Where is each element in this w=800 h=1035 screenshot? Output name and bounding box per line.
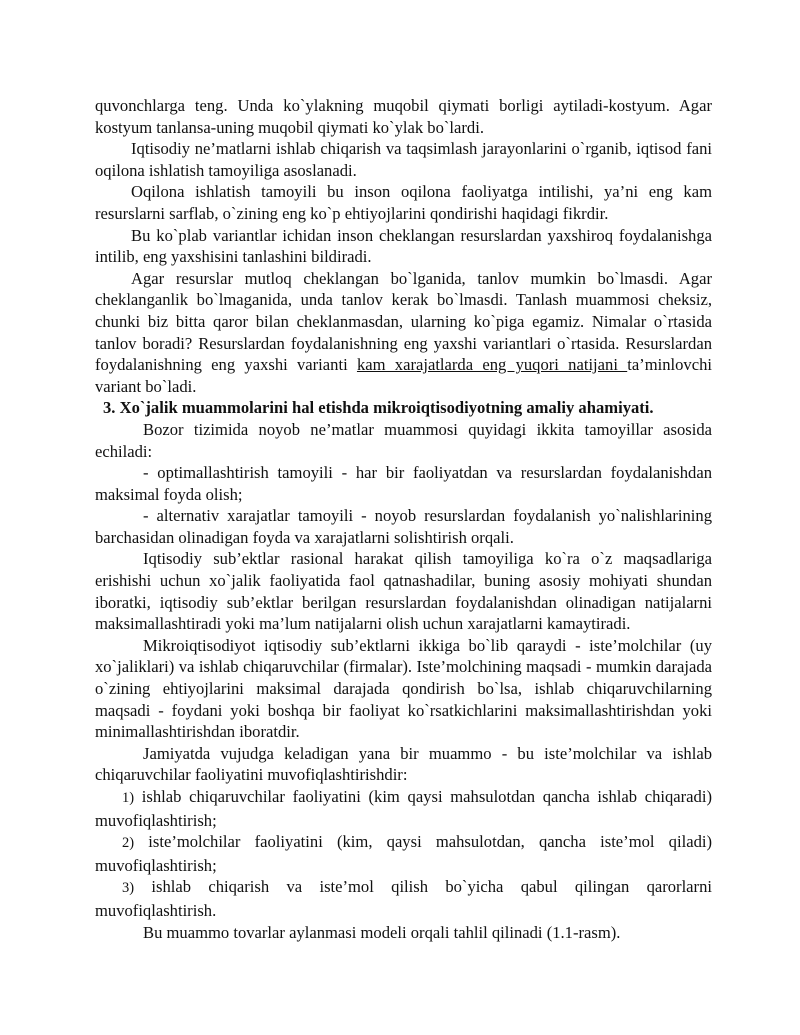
list-item-number: 2) — [122, 835, 135, 852]
underlined-phrase: kam xarajatlarda eng yuqori natijani — [356, 355, 628, 375]
paragraph-best-variant: Bu ko`plab variantlar ichidan inson cheklangan resurslardan yaxshiroq foydalanishga intilib, eng yaxshisini tanlashini bildiradi. — [95, 225, 712, 267]
paragraph-economics-principle: Iqtisodiy ne’matlarni ishlab chiqarish va taqsimlash jarayonlarini o`rganib, iqtisod fani oqilona ishlatish tamoyiliga asoslanadi. — [95, 139, 712, 180]
document-page — [95, 95, 712, 943]
paragraph-optimization-principle: - optimallashtirish tamoyili - har bir faoliyatdan va resurslardan foydalanishdan maksimal foyda olish; — [95, 463, 712, 504]
paragraph-closing: Bu muammo tovarlar aylanmasi modeli orqali tahlil qilinadi (1.1-rasm). — [143, 922, 621, 942]
list-item — [95, 876, 712, 921]
list-item-number: 3) — [122, 880, 135, 897]
list-item-text: ishlab chiqaruvchilar faoliyatini (kim qaysi mahsulotdan qancha ishlab chiqaradi) muvofiqlashtirish; — [95, 787, 712, 830]
paragraph-coordination-problem: Jamiyatda vujudga keladigan yana bir muammo - bu iste’molchilar va ishlab chiqaruvchilar faoliyatini muvofiqlashtirishdir: — [95, 743, 712, 785]
paragraph-choice-problem — [95, 268, 712, 398]
section-heading: 3. Xo`jalik muammolarini hal etishda mikroiqtisodiyotning amaliy ahamiyati. — [103, 398, 654, 418]
list-item-text: iste’molchilar faoliyatini (kim, qaysi mahsulotdan, qancha iste’mol qiladi) muvofiqlashtirish; — [95, 832, 713, 875]
choice-problem-end: ta’minlovchi variant bo`ladi. — [95, 355, 712, 396]
list-item — [95, 831, 712, 876]
paragraph-economic-subjects: Iqtisodiy sub’ektlar rasional harakat qilish tamoyiliga ko`ra o`z maqsadlariga erishishi uchun xo`jalik faoliyatida faol qatnashadilar, buning asosiy mohiyati shundan iboratki, iqtisodiy sub’ektlar berilgan resurslardan foydalanishdan olinadigan natijalarni maksimallashtiradi yoki ma’lum natijalarni olish uchun xarajatlarni kamaytiradi. — [95, 549, 712, 634]
paragraph-alternative-costs: - alternativ xarajatlar tamoyili - noyob resurslardan foydalanish yo`nalishlarining barchasidan olinadigan foyda va xarajatlarni solishtirish orqali. — [95, 506, 712, 547]
paragraph-market-system: Bozor tizimida noyob ne’matlar muammosi quyidagi ikkita tamoyillar asosida echiladi: — [95, 419, 712, 461]
paragraph-rational-use: Oqilona ishlatish tamoyili bu inson oqilona faoliyatga intilishi, ya’ni eng kam resurslarni sarflab, o`zining eng ko`p ehtiyojlarini qondirishi haqidagi fikrdir. — [95, 182, 712, 223]
choice-problem-text: Agar resurslar mutloq cheklangan bo`lganida, tanlov mumkin bo`lmasdi. Agar cheklanganlik bo`lmaganida, unda tanlov kerak bo`lmasdi. Tanlash muammosi cheksiz, chunki biz bitta qaror bilan cheklanmasdan, ularning ko`piga egamiz. Nimalar o`rtasida tanlov boradi? Resurslardan foydalanishning eng yaxshi variantlari o`rtasida. Resurslardan foydalanishning eng yaxshi varianti — [95, 268, 712, 375]
list-item — [95, 786, 712, 831]
list-item-number: 1) — [122, 790, 135, 806]
list-item-text: ishlab chiqarish va iste’mol qilish bo`yicha qabul qilingan qarorlarni muvofiqlashtirish. — [95, 877, 712, 920]
paragraph-microeconomics: Mikroiqtisodiyot iqtisodiy sub’ektlarni ikkiga bo`lib qaraydi - iste’molchilar (uy xo`jaliklari) va ishlab chiqaruvchilar (firmalar). Iste’molchining maqsadi - mumkin darajada o`zining ehtiyojlarini maksimal darajada qondirish bo`lsa, ishlab chiqaruvchilarning maqsadi - foydani yoki boshqa bir faoliyat ko`rsatkichlarini maksimallashtirishdan yoki minimallashtirishdan iboratdir. — [95, 635, 712, 742]
paragraph-choice-example: quvonchlarga teng. Unda ko`ylakning muqobil qiymati borligi aytiladi-kostyum. Agar kostyum tanlansa-uning muqobil qiymati ko`ylak bo`lardi. — [95, 96, 712, 137]
